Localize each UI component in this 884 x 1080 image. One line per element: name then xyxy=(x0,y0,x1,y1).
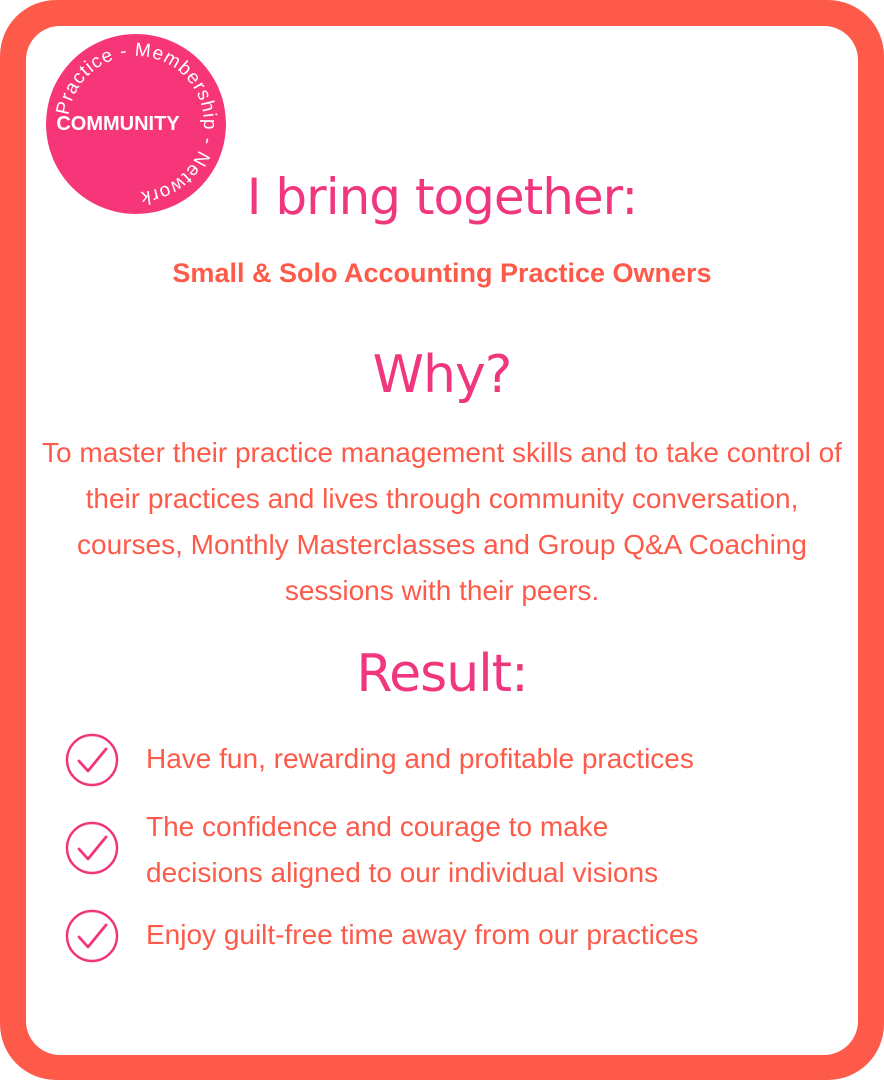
result-item-text: The confidence and courage to make decisions aligned to our individual visions xyxy=(146,811,659,888)
check-circle-icon xyxy=(64,908,120,964)
check-circle-icon xyxy=(64,820,120,876)
result-item xyxy=(64,908,824,964)
page-subtitle: Small & Solo Accounting Practice Owners xyxy=(172,258,712,288)
why-paragraph: To master their practice management skills and to take control of their practices and lives through community conversation, courses, Monthly Masterclasses and Group Q&A Coaching sessions with their peers. xyxy=(42,437,842,606)
result-item xyxy=(64,804,824,896)
result-heading: Result: xyxy=(356,644,528,704)
result-item-text: Enjoy guilt-free time away from our practices xyxy=(146,919,699,950)
page-title: I bring together: xyxy=(246,168,638,226)
why-heading: Why? xyxy=(372,345,512,405)
check-circle-icon xyxy=(64,732,120,788)
badge-center-label: COMMUNITY xyxy=(56,113,180,135)
result-item-text: Have fun, rewarding and profitable practices xyxy=(146,743,694,774)
badge-ring-text: Practice - Membership - Network xyxy=(52,39,221,208)
result-item xyxy=(64,732,824,788)
